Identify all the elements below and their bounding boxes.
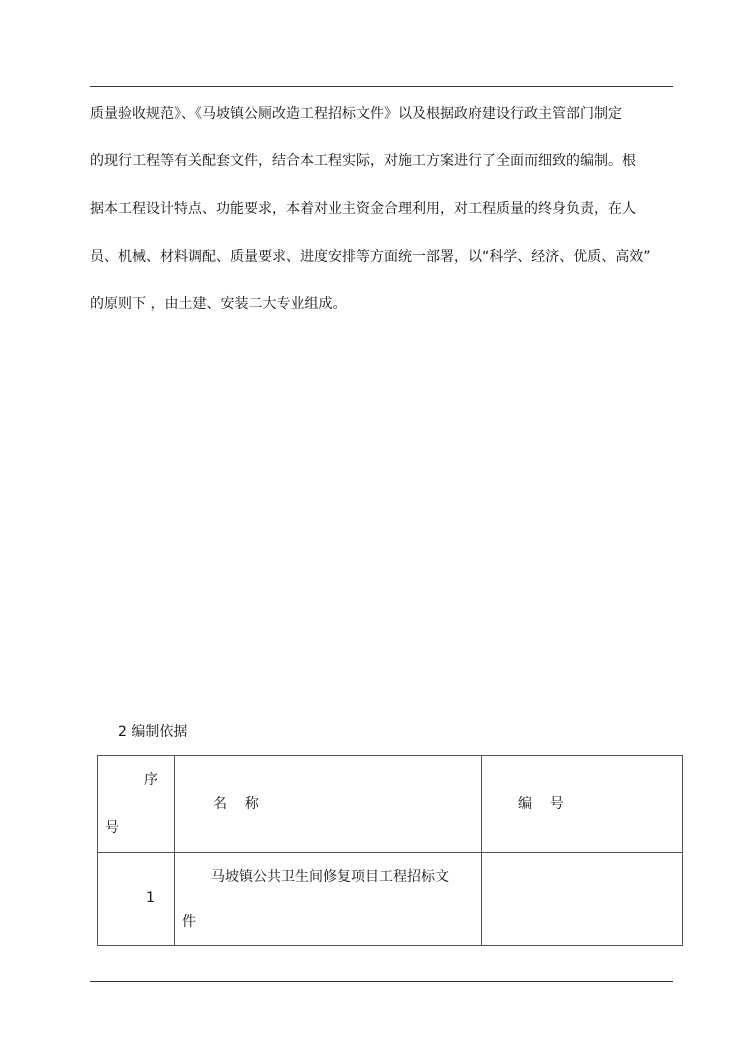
row-code-cell: [482, 853, 683, 946]
basis-table: [97, 755, 683, 946]
header-seq-cell: [98, 756, 175, 853]
row-seq-cell: [98, 853, 175, 946]
header-rule: [90, 86, 673, 87]
row-seq-value: 1: [146, 890, 155, 906]
paragraph-line: 的原则下 ，由土建、安装二大专业组成。: [90, 296, 347, 312]
header-name-label: 名 称: [213, 796, 259, 812]
header-code-label: 编 号: [518, 796, 564, 812]
paragraph-line: 据本工程设计特点、功能要求，本着对业主资金合理利用，对工程质量的终身负责，在人: [90, 201, 636, 217]
header-seq-label-cont: 号: [105, 820, 119, 836]
table-header-row: [98, 756, 683, 853]
paragraph-line: 的现行工程等有关配套文件，结合本工程实际，对施工方案进行了全面而细致的编制。根: [90, 153, 636, 169]
paragraph-line: 质量验收规范》、《马坡镇公厕改造工程招标文件》以及根据政府建设行政主管部门制定: [90, 106, 622, 122]
row-name-value-cont: 件: [182, 914, 196, 930]
header-name-cell: [175, 756, 482, 853]
footer-rule: [90, 981, 673, 982]
row-name-value: 马坡镇公共卫生间修复项目工程招标文: [211, 869, 449, 885]
header-seq-label: 序: [144, 772, 158, 788]
section-title: 2 编制依据: [118, 724, 188, 740]
paragraph-line: 员、机械、材料调配、质量要求、进度安排等方面统一部署，以“科学、经济、优质、高效”: [90, 249, 651, 265]
row-name-cell: [175, 853, 482, 946]
table-row: [98, 853, 683, 946]
header-code-cell: [482, 756, 683, 853]
